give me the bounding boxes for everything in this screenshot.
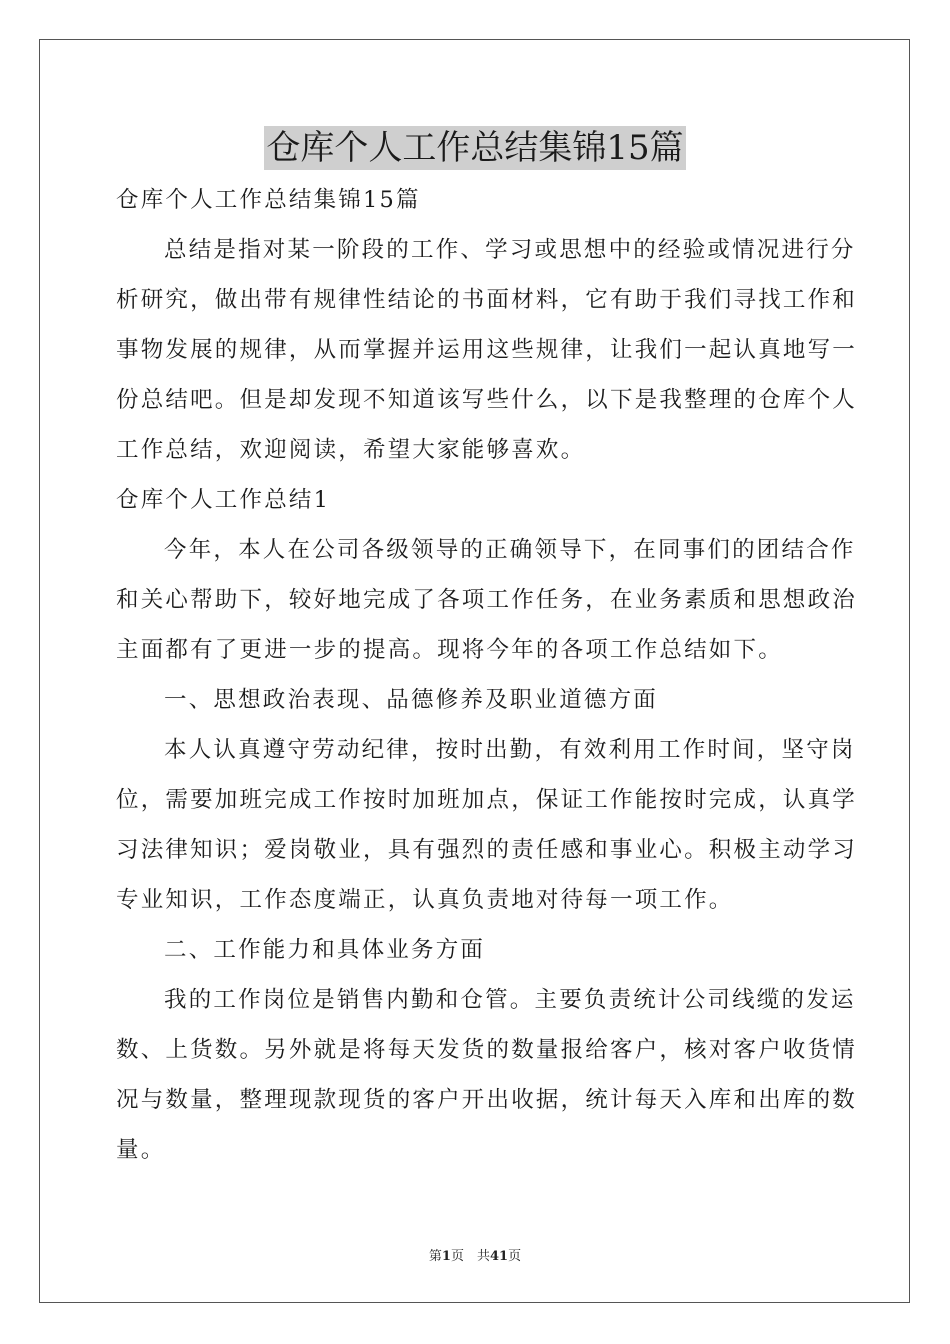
text-line: 位，需要加班完成工作按时加班加点，保证工作能按时完成，认真学: [116, 787, 858, 813]
text-line: 专业知识，工作态度端正，认真负责地对待每一项工作。: [116, 887, 734, 913]
text-line: 仓库个人工作总结集锦15篇: [116, 187, 421, 213]
text-line: 习法律知识；爱岗敬业，具有强烈的责任感和事业心。积极主动学习: [116, 837, 858, 863]
footer-suffix: 页: [508, 1249, 522, 1264]
text-line: 主面都有了更进一步的提高。现将今年的各项工作总结如下。: [116, 637, 783, 663]
text-line: 析研究，做出带有规律性结论的书面材料，它有助于我们寻找工作和: [116, 287, 858, 313]
footer-prefix: 第: [428, 1249, 442, 1264]
text-line: 数、上货数。另外就是将每天发货的数量报给客户，核对客户收货情: [116, 1037, 858, 1063]
text-line: 和关心帮助下，较好地完成了各项工作任务，在业务素质和思想政治: [116, 587, 858, 613]
page-footer: [0, 1248, 950, 1266]
text-line: 总结是指对某一阶段的工作、学习或思想中的经验或情况进行分: [164, 237, 856, 263]
footer-total-pages: 41: [489, 1249, 509, 1264]
text-line: 工作总结，欢迎阅读，希望大家能够喜欢。: [116, 437, 586, 463]
text-line: 今年，本人在公司各级领导的正确领导下，在同事们的团结合作: [164, 537, 856, 563]
document-body: [116, 175, 858, 1175]
text-line: 况与数量，整理现款现货的客户开出收据，统计每天入库和出库的数: [116, 1087, 858, 1113]
text-line: 量。: [116, 1137, 166, 1163]
text-line: 二、工作能力和具体业务方面: [164, 937, 486, 963]
title-wrap: [0, 126, 950, 170]
text-line: 我的工作岗位是销售内勤和仓管。主要负责统计公司线缆的发运: [164, 987, 856, 1013]
footer-mid: 页 共: [450, 1249, 490, 1264]
text-line: 事物发展的规律，从而掌握并运用这些规律，让我们一起认真地写一: [116, 337, 858, 363]
text-line: 一、思想政治表现、品德修养及职业道德方面: [164, 687, 659, 713]
text-line: 本人认真遵守劳动纪律，按时出勤，有效利用工作时间，坚守岗: [164, 737, 856, 763]
text-line: 仓库个人工作总结1: [116, 487, 331, 513]
text-line: 份总结吧。但是却发现不知道该写些什么，以下是我整理的仓库个人: [116, 387, 858, 413]
document-title: 仓库个人工作总结集锦15篇: [266, 128, 684, 168]
footer-current-page: 1: [441, 1249, 451, 1264]
